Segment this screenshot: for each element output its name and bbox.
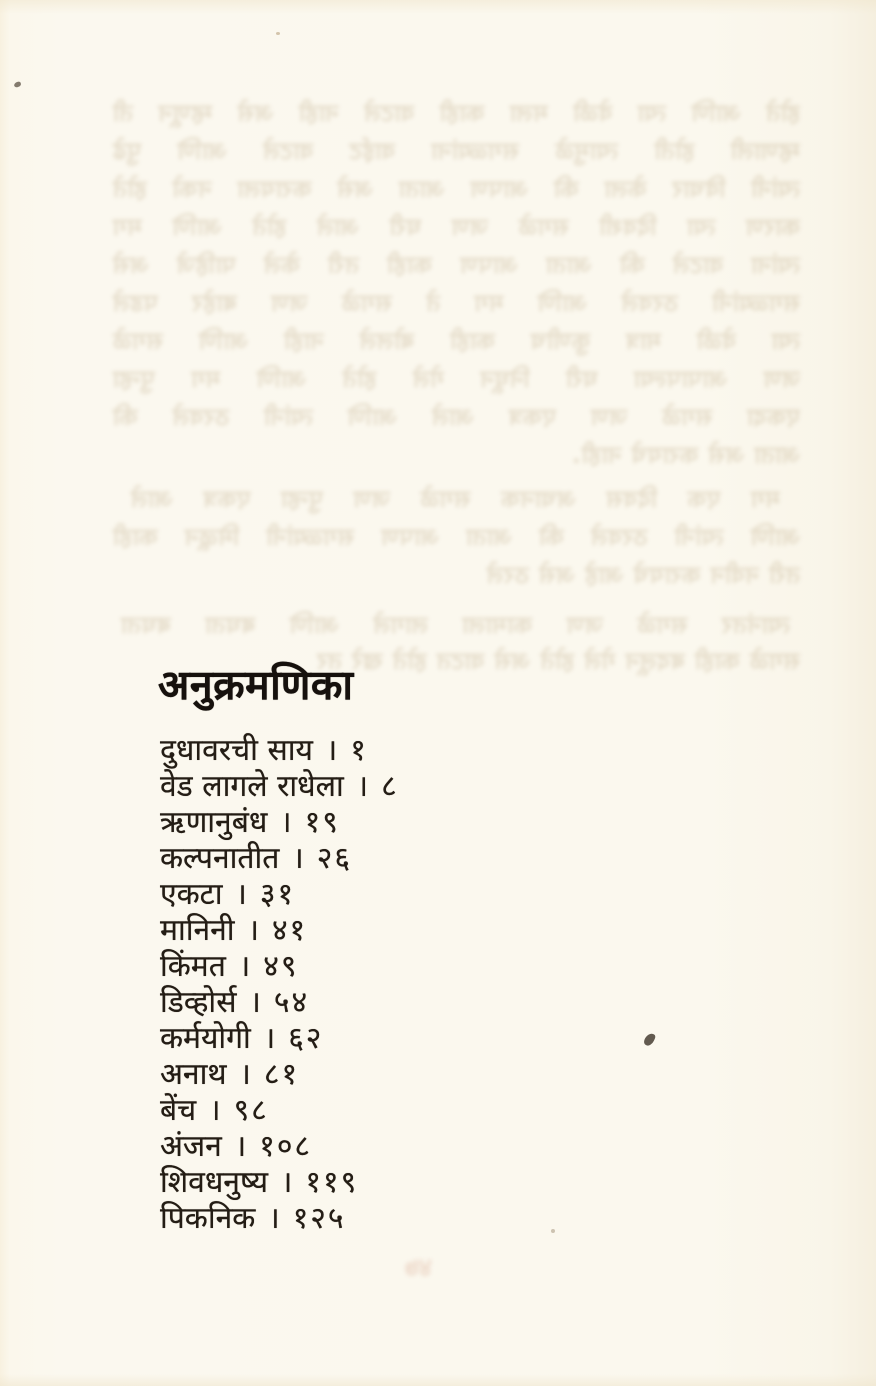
paper-speck <box>276 32 280 35</box>
danda-separator: । <box>268 1201 280 1236</box>
toc-entry <box>160 769 399 805</box>
danda-separator: । <box>239 1057 251 1092</box>
ghost-line: आणि त्यांनी ठरवले की आता आपण सगळ्यांनी मिळून काही <box>112 523 800 551</box>
chapter-page-number: ४१ <box>271 913 308 948</box>
toc-entry <box>160 985 399 1021</box>
danda-separator: । <box>325 733 338 768</box>
toc-entry <box>160 877 399 913</box>
ghost-line: जण आपापल्या घरी निघून गेले होते आणि मग पुन्हा <box>112 365 800 393</box>
chapter-page-number: ८१ <box>263 1057 300 1092</box>
ghost-line: होते आणि त्या वेळी मला काही वाटले नाही असे म्हणून ती <box>112 99 800 127</box>
chapter-title: डिव्होर्स <box>160 985 237 1020</box>
chapter-title: अनाथ <box>160 1057 227 1092</box>
toc-entry <box>160 1129 399 1165</box>
ghost-line: कारण त्या दिवशी सगळे जण घरी आले होते आणि मग <box>112 213 800 241</box>
toc-entry <box>160 1165 399 1201</box>
toc-entry <box>160 841 399 877</box>
ghost-line: त्यानंतर सगळे जण कामाला लागले आणि बघता बघता <box>120 611 790 639</box>
chapter-page-number: ६२ <box>288 1021 324 1056</box>
toc-entry <box>160 1021 399 1057</box>
danda-separator: । <box>209 1093 221 1128</box>
chapter-page-number: ५४ <box>273 985 310 1020</box>
toc-entry <box>160 733 399 769</box>
chapter-page-number: ११९ <box>305 1165 359 1200</box>
toc-entry <box>160 1201 399 1237</box>
toc-entry <box>160 913 399 949</box>
chapter-title: अंजन <box>160 1129 222 1164</box>
toc-entry <box>160 805 399 841</box>
chapter-title: बेंच <box>160 1093 197 1128</box>
danda-separator: । <box>238 949 251 984</box>
danda-separator: । <box>292 841 304 876</box>
toc-heading: अनुक्रमणिका <box>158 661 354 709</box>
toc-entry <box>160 1057 399 1093</box>
chapter-page-number: १ <box>350 733 368 768</box>
danda-separator: । <box>247 913 259 948</box>
ink-speck <box>643 1032 657 1048</box>
ghost-line: एकदा सगळे जण एकत्र आले आणि त्यांनी ठरवले की <box>112 403 800 431</box>
chapter-title: ऋणानुबंध <box>160 805 268 840</box>
danda-separator: । <box>281 1165 293 1200</box>
chapter-title: मानिनी <box>160 913 235 948</box>
danda-separator: । <box>234 1129 247 1164</box>
chapter-page-number: ४९ <box>263 949 299 984</box>
page-number-ghost: ४७ <box>405 1253 433 1283</box>
toc-list <box>160 733 399 1237</box>
chapter-page-number: १२५ <box>292 1201 346 1236</box>
ghost-line: तरी नवीन करायचे आहे असे ठरले <box>485 561 800 589</box>
ghost-line: आता असे करायचे नाही. <box>570 441 800 469</box>
danda-separator: । <box>263 1021 276 1056</box>
chapter-title: एकटा <box>160 877 223 912</box>
chapter-title: पिकनिक <box>160 1201 256 1236</box>
toc-entry <box>160 1093 399 1129</box>
ghost-line: सगळ्यांनी ठरवले आणि मग ते सगळे जण बाहेर पडले <box>112 289 800 317</box>
chapter-title: शिवधनुष्य <box>160 1165 268 1200</box>
chapter-page-number: २६ <box>316 841 352 876</box>
danda-separator: । <box>235 877 247 912</box>
danda-separator: । <box>249 985 261 1020</box>
ghost-line: म्हणाली होती त्यामुळे सगळ्यांना वाईट वाटले आणि पुढे <box>112 137 800 165</box>
chapter-title: किंमत <box>160 949 226 984</box>
ghost-line: मग एक दिवस अचानक सगळे जण पुन्हा एकत्र आले <box>130 485 780 513</box>
paper-speck <box>551 1229 555 1233</box>
ghost-line: सगळे काही बदलून गेले होते असे वाटत होते खरे तर <box>316 647 800 675</box>
chapter-title: कल्पनातीत <box>160 841 280 876</box>
ghost-line: त्या वेळी मात्र कुणीच काही बोलले नाही आणि सगळे <box>112 327 800 355</box>
chapter-title: कर्मयोगी <box>160 1021 251 1056</box>
danda-separator: । <box>280 805 292 840</box>
toc-entry <box>160 949 399 985</box>
chapter-page-number: ९८ <box>233 1093 269 1128</box>
ghost-line: त्यांना वाटले की आता आपण काही तरी केले पाहिजे असे <box>112 251 800 279</box>
ghost-line: त्यांनी विचार केला की आपण आता असे करायला नको होते <box>112 175 800 203</box>
chapter-title: वेड लागले राधेला <box>160 769 344 804</box>
chapter-page-number: १०८ <box>259 1129 313 1164</box>
chapter-page-number: ३१ <box>259 877 296 912</box>
chapter-page-number: १९ <box>304 805 340 840</box>
chapter-title: दुधावरची साय <box>160 733 313 768</box>
ink-speck <box>13 81 21 88</box>
danda-separator: । <box>356 769 369 804</box>
chapter-page-number: ८ <box>381 769 399 804</box>
